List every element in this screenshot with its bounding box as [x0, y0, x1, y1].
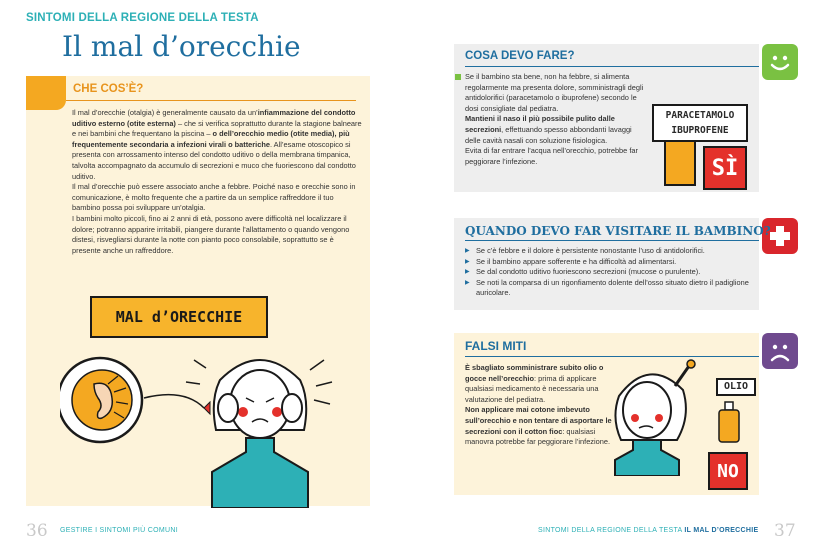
myths-text [465, 363, 615, 448]
no-card: NO [708, 452, 748, 490]
list-item: ▶ Se dal condotto uditivo fuoriescono secrezioni (mucose o purulente). [465, 267, 757, 278]
advice-2: Mantieni il naso il più possibile pulito dalle secrezioni, effettuando spesso abbondanti lavaggi delle cavità nasali con soluzione fisiologica. [465, 114, 632, 145]
page-title: Il mal d’orecchie [62, 30, 301, 63]
earache-sign: MAL d’ORECCHIE [90, 296, 268, 338]
page-number-left: 36 [26, 521, 48, 541]
oil-sign: OLIO [716, 378, 756, 396]
yes-card: SÌ [703, 146, 747, 190]
list-item: ▶ Se c’è febbre e il dolore è persistente nonostante l’uso di antidolorifici. [465, 246, 757, 257]
what-is-text [72, 108, 362, 256]
heading-divider [465, 240, 759, 241]
when-to-visit-list [465, 246, 757, 299]
smiley-icon [762, 44, 798, 80]
paragraph-3: I bambini molto piccoli, fino ai 2 anni di età, possono avere difficoltà nel localizzare il dolore; potranno apparire irritabili, piangere durante l’allattamento o quando vengono distesi, risvegliarsi durante la notte con pianto poco consolabile, soprattutto se è presente anche un raffreddore. [72, 213, 350, 255]
section-tab [26, 76, 66, 110]
footer-section-right: SINTOMI DELLA REGIONE DELLA TESTA IL MAL D’ORECCHIE [538, 527, 759, 534]
advice-1: Se il bambino sta bene, non ha febbre, si alimenta regolarmente ma presenta dolore, somministragli degli antidolorifici (paracetamolo o ibuprofene) secondo le dosi consigliate dal pediatra. [465, 72, 644, 113]
what-to-do-text [465, 72, 645, 167]
sad-face-icon [762, 333, 798, 369]
advice-3: Evita di far entrare l’acqua nell’orecchio, potrebbe far peggiorare l’infezione. [465, 146, 638, 166]
girl-ear-drops-illustration [605, 356, 705, 476]
myths-heading: FALSI MITI [465, 339, 527, 353]
square-bullet-icon [455, 74, 461, 80]
medicine-sign: PARACETAMOLO IBUPROFENE [652, 104, 748, 142]
footer-section-left: GESTIRE I SINTOMI PIÙ COMUNI [60, 527, 178, 534]
what-is-heading: CHE COS’È? [73, 83, 144, 95]
section-kicker: SINTOMI DELLA REGIONE DELLA TESTA [26, 12, 259, 24]
page-number-right: 37 [774, 521, 796, 541]
document-illustration [664, 140, 696, 186]
myth-2: Non applicare mai cotone imbevuto sull’orecchio e non tentare di asportare le secrezioni con il cotton fioc: qualsiasi manovra potrebbe far peggiorare l’infezione. [465, 405, 612, 447]
girl-earache-illustration [60, 340, 360, 508]
heading-divider [66, 100, 356, 101]
myth-1: È sbagliato somministrare subito olio o gocce nell’orecchio: prima di applicare qualsiasi medicamento è necessaria una valutazione del pediatra. [465, 363, 604, 404]
what-to-do-heading: COSA DEVO FARE? [465, 50, 575, 62]
heading-divider [465, 66, 759, 67]
list-item: ▶ Se il bambino appare sofferente e ha difficoltà ad alimentarsi. [465, 257, 757, 268]
oil-bottle-icon [716, 400, 742, 446]
when-to-visit-heading: QUANDO DEVO FAR VISITARE IL BAMBINO? [465, 224, 771, 238]
list-item: ▶ Se noti la comparsa di un rigonfiamento dolente dell’osso situato dietro il padiglione auricolare. [465, 278, 757, 299]
paragraph-1: Il mal d’orecchie (otalgia) è generalmente causato da un’infiammazione del condotto uditivo esterno (otite esterna) – che si verifica soprattutto durante la stagione balneare e nei bambini che frequentano la piscina – o dell’orecchio medio (otite media), più frequentemente secondaria a infezioni virali o batteriche. All’esame otoscopico si presenta con arrossamento intenso del condotto uditivo o della membrana timpanica, talvolta accompagnato da accumulo di secrezioni e muco che fuoriescono dal condotto uditivo. [72, 108, 362, 181]
paragraph-2: Il mal d’orecchie può essere associato anche a febbre. Poiché naso e orecchie sono in comunicazione, è molto frequente che a partire da un semplice raffreddore il tuo bambino possa poi sviluppare un’otalgia. [72, 182, 356, 213]
